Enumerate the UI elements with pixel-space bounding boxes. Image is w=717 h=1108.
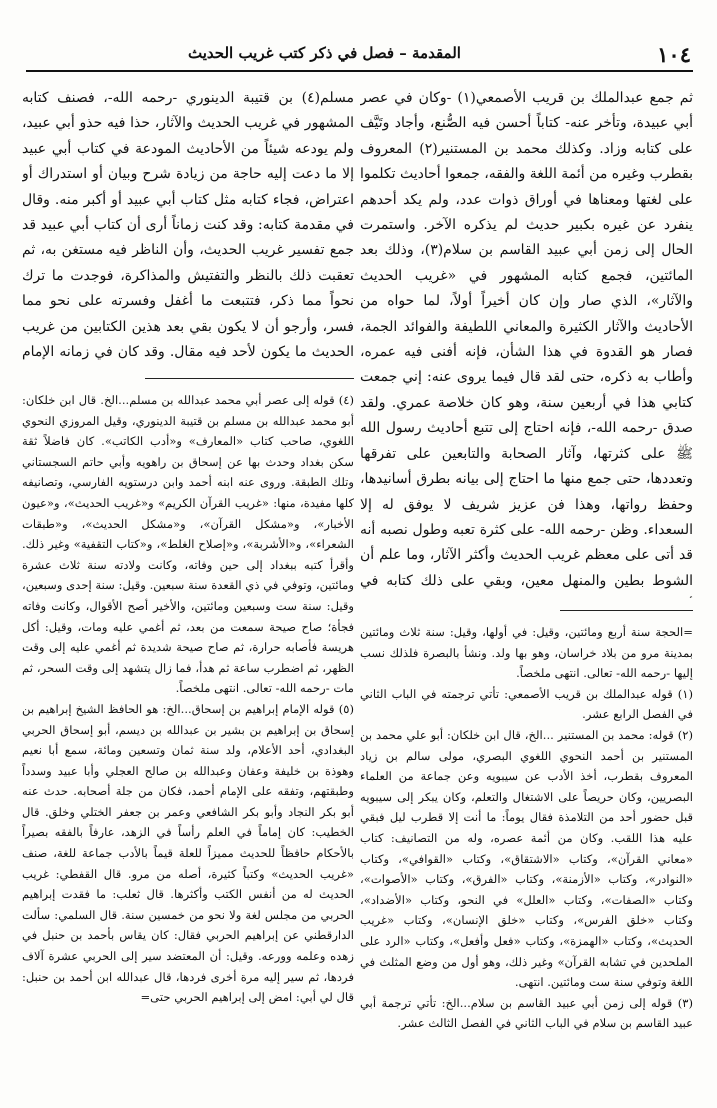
footnote-separator-left xyxy=(145,378,354,379)
right-main-paragraph: ثم جمع عبدالملك بن قريب الأصمعي(١) -وكان في عصر أبي عبيدة، وتأخر عنه- كتاباً أحسن فيه الصُّنع، وأجاد وتَيَّف على كتابه وزاد. وكذلك محمد بن المستنير(٢) المعروف بقطرب وغيره من أئمة اللغة والفقه، جمعوا أحاديث تكلموا على لغتها ومعناها في أوراق ذوات عدد، ولم يكد أحدهم ينفرد عن غيره بكبير حديث لم يذكره الآخر. واستمرت الحال إلى زمن أبي عبيد القاسم بن سلام(٣)، وذلك بعد المائتين، فجمع كتابه المشهور في «غريب الحديث والآثار»، الذي صار وإن كان أخيراً أولاً، لما حواه من الأحاديث والآثار الكثيرة والمعاني اللطيفة والفوائد الجمة، فصار هو القدوة في هذا الشأن، فإنه أفنى فيه عمره، وأطاب به ذكره، حتى لقد قال فيما يروى عنه: إني جمعت كتابي هذا في أربعين سنة، وهو كان خلاصة عمري. ولقد صدق -رحمه الله-، فإنه احتاج إلى تتبع أحاديث رسول الله ﷺ على كثرتها، وآثار الصحابة والتابعين على تفرقها وتعددها، حتى جمع منها ما احتاج إلى بيانه بطرق أسانيدها، وحفظ رواتها، وهذا فن عزيز شريف لا يوفق له إلا السعداء. وظن -رحمه الله- على كثرة تعبه وطول نصبه أنه قد أتى على معظم غريب الحديث وأكثر الآثار، وما علم أن الشوط بطين والمنهل معين، وبقي على ذلك كتابه في xyxy=(360,90,693,589)
footnote-1: (١) قوله عبدالملك بن قريب الأصمعي: تأتي ترجمته في الباب الثاني في الفصل الرابع عشر. xyxy=(360,686,693,722)
footnote-4: (٤) قوله إلى عصر أبي محمد عبدالله بن مسلم...الخ. قال ابن خلكان: أبو محمد عبدالله بن مسلم بن قتيبة الدينوري، وقيل المروزي النحوي اللغوي، صاحب كتاب «المعارف» و«أدب الكاتب». كان فاضلاً ثقة سكن بغداد وحدث بها عن إسحاق بن راهويه وأبي حاتم السجستاني وتلك الطبقة. وروى عنه ابنه أحمد وابن درستويه الفارسي، وتصانيفه كلها مفيدة، منها: «غريب القرآن الكريم» و«غريب الحديث»، و«عيون الأخبار»، و«مشكل القرآن»، و«مشكل الحديث»، و«طبقات الشعراء»، و«الأشربة»، و«إصلاح الغلط»، و«كتاب التقفية» وغير ذلك. وأقرأ كتبه ببغداد إلى حين وفاته، وكانت ولادته سنة ثلاث عشرة ومائتين، وتوفي في ذي القعدة سنة سبعين. وقيل: سنة إحدى وسبعين، وقيل: سنة ست وسبعين ومائتين، والأخير أصح الأقوال، وكانت وفاته فجأة؛ صاح صيحة سمعت من بعد، ثم أغمي عليه ومات، وقيل: أكل هريسة فأصابه حرارة، ثم صاح صيحة شديدة ثم أغمي عليه إلى وقت الظهر، ثم اضطرب ساعة ثم هدأ، فما زال يتشهد إلى وقت السحر، ثم مات -رحمه الله- تعالى. انتهى ملخصاً. xyxy=(22,393,354,696)
page-header xyxy=(26,40,693,70)
left-column-main-text xyxy=(22,86,354,366)
left-column-footnotes xyxy=(22,390,354,1090)
right-column-main-text xyxy=(360,86,693,598)
footnote-continuation: =الحجة سنة أربع ومائتين، وقيل: في أولها، وقيل: سنة ثلاث ومائتين بمدينة مرو من بلاد خراسان، وهو بها ولد. ونشأ بالبصرة فلذلك نسب إليها -رحمه الله- تعالى. انتهى ملخصاً. xyxy=(360,625,693,681)
running-title: المقدمة – فصل في ذكر كتب غريب الحديث xyxy=(188,44,461,62)
header-rule xyxy=(26,70,693,72)
page-number: ١٠٤ xyxy=(657,42,691,67)
right-column-footnotes xyxy=(360,622,693,1092)
footnote-5: (٥) قوله الإمام إبراهيم بن إسحاق...الخ: هو الحافظ الشيخ إبراهيم بن إسحاق بن إبراهيم بن بشير بن عبدالله بن ديسم، أبو إسحاق الحربي البغدادي، أحد الأعلام، ولد سنة ثمان وتسعين ومائة، سمع أبا نعيم وهوذة بن خليفة وعفان وعبدالله بن صالح العجلي وأبا عبيد وسدداً وطبقتهم، وتفقه على الإمام أحمد، فكان من جلة أصحابه. حدث عنه أبو بكر النجاد وأبو بكر الشافعي وعمر بن جعفر الختلي وخلق. قال الخطيب: كان إماماً في العلم رأساً في الزهد، عارفاً بالفقه بصيراً بالأحكام حافظاً للحديث مميزاً للعلة قيماً بالأدب جماعة للغة، صنف «غريب الحديث» وكتباً كثيرة، أصله من مرو. قال القفطي: غريب الحديث له من أنفس الكتب وأكثرها. قال ثعلب: ما فقدت إبراهيم الحربي من مجلس لغة ولا نحو من خمسين سنة. قال السلمي: سألت الدارقطني عن إبراهيم الحربي فقال: كان يقاس بأحمد بن حنبل في زهده وعلمه وورعه. وقيل: أن المعتضد سير إلى الحربي عشرة آلاف فردها، ثم سير إليه مرة أخرى فردها، قال عبدالله ابن أحمد بن حنبل: قال لي أبي: امض إلى إبراهيم الحربي حتى= xyxy=(22,701,354,1005)
footnote-3: (٣) قوله إلى زمن أبي عبيد القاسم بن سلام...الخ: تأتي ترجمة أبي عبيد القاسم بن سلام في الباب الثاني في الفصل الثالث عشر. xyxy=(360,995,693,1031)
footnote-separator-right xyxy=(560,610,693,611)
footnote-2: (٢) قوله: محمد بن المستنير ...الخ، قال ابن خلكان: أبو علي محمد بن المستنير بن أحمد النحوي اللغوي البصري، مولى سالم بن زياد المعروف بقطرب، أخذ الأدب عن سيبويه وعن جماعة من العلماء البصريين، وكان حريصاً على الاشتغال والتعلم، وكان يبكر إلى سيبويه قبل حضور أحد من التلامذة فقال يوماً: ما أنت إلا قطرب ليل فبقي عليه هذا اللقب. وكان من أئمة عصره، وله من التصانيف: كتاب «معاني القرآن»، وكتاب «الاشتقاق»، وكتاب «القوافي»، وكتاب «النوادر»، وكتاب «الأزمنة»، وكتاب «الفرق»، وكتاب «الأصوات»، وكتاب «الصفات»، وكتاب «العلل» في النحو، وكتاب «الأضداد»، وكتاب «خلق الفرس»، وكتاب «خلق الإنسان»، وكتاب «غريب الحديث»، وكتاب «الهمزة»، وكتاب «فعل وأفعل»، وكتاب «الرد على الملحدين في تشابه القرآن» وغير ذلك، وهو أول من وضع المثلث في اللغة وتوفي سنة ست ومائتين. انتهى. xyxy=(360,727,693,990)
left-main-paragraph: مسلم(٤) بن قتيبة الدينوري -رحمه الله-، فصنف كتابه المشهور في غريب الحديث والآثار، حذا فيه حذو أبي عبيد، ولم يودعه شيئاً من الأحاديث المودعة في كتاب أبي عبيد إلا ما دعت إليه حاجة من زيادة شرح وبيان أو استدراك أو اعتراض، فجاء كتابه مثل كتاب أبي عبيد أو أكبر منه. وقال في مقدمة كتابه: وقد كنت زماناً أرى أن كتاب أبي عبيد قد جمع تفسير غريب الحديث، وأن الناظر فيه مستغن به، ثم تعقبت ذلك بالنظر والتفتيش والمذاكرة، فوجدت ما ترك نحواً مما ذكر، فتتبعت ما أغفل وفسرته على نحو مما فسر، وأرجو أن لا يكون بقي بعد هذين الكتابين من غريب الحديث ما يكون لأحد فيه مقال. وقد كان في زمانه الإمام xyxy=(22,90,354,361)
